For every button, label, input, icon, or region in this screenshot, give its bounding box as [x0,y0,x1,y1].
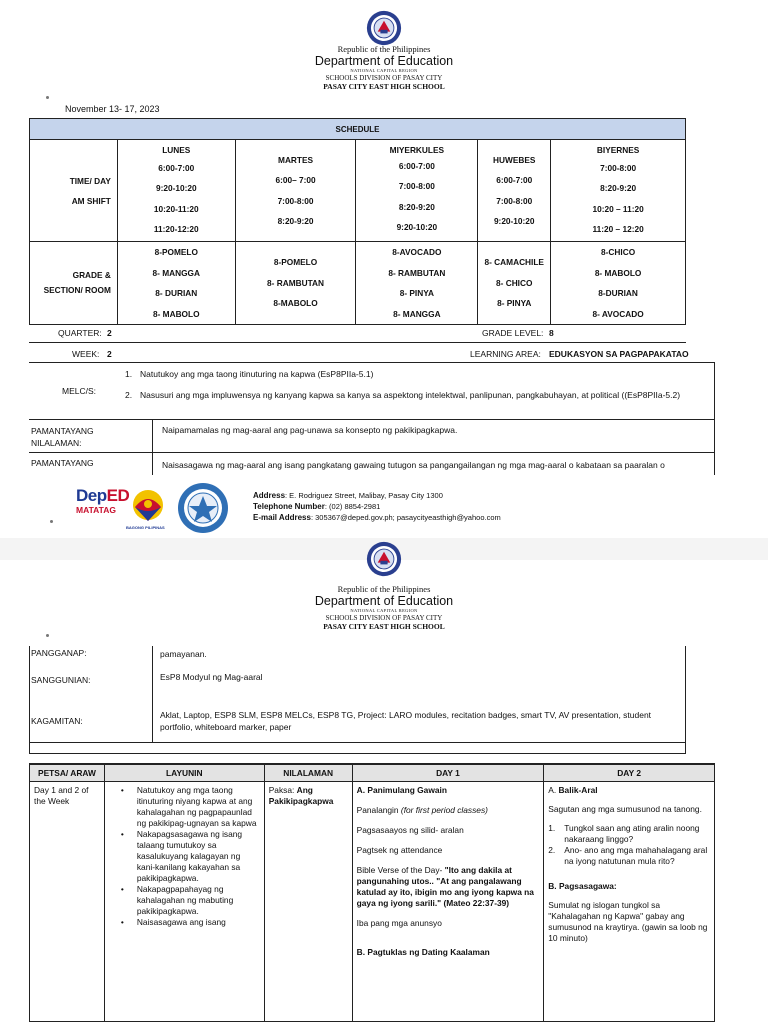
date-range: November 13- 17, 2023 [65,104,160,114]
balik-aral-intro: Sagutan ang mga sumusunod na tanong. [548,804,702,814]
layunin-cell [104,782,264,1022]
panalangin-note: (for first period classes) [400,805,488,815]
list-item: • Naisasagawa ang isang [109,917,260,928]
header-day2: DAY 2 [544,765,715,782]
time-day-label: TIME/ DAY AM SHIFT [30,140,118,242]
phone-label: Telephone Number [253,502,325,511]
grade-level-value: 8 [549,328,554,338]
panalangin-text: Panalangin [356,805,399,815]
list-item: • Natutukoy ang mga taong itinuturing niyang kapwa at ang kahalagahan ng pagpapaunlad ng pakikipag-ugnayan sa kapwa [109,785,260,829]
schedule-title: SCHEDULE [30,119,686,140]
lesson-table [29,764,715,1022]
sections-martes: 8-POMELO 8- RAMBUTAN 8-MABOLO [235,242,356,325]
header-nilalaman: NILALAMAN [264,765,352,782]
republic-text: Republic of the Philippines [337,584,431,594]
divider [152,646,153,742]
pangganap-text: pamayanan. [160,649,207,659]
divider [29,742,686,743]
dot-mark [50,520,53,523]
division-text: SCHOOLS DIVISION OF PASAY CITY [325,74,443,82]
anunsyo-text: Iba pang mga anunsyo [356,918,442,928]
attendance-text: Pagtsek ng attendance [356,845,443,855]
petsa-cell: Day 1 and 2 of the Week [30,782,105,1022]
divider [714,362,715,475]
divider [29,342,686,343]
bible-intro: Bible Verse of the Day- [356,865,445,875]
divider [29,452,715,453]
performance-standard-text: Naisasagawa ng mag-aaral ang isang pangkatang gawaing tutugon sa pangangailangan ng mga mag-aaral o kabataan sa paaralan o [162,460,665,470]
address-value: : E. Rodriguez Street, Malibay, Pasay City 1300 [285,491,443,500]
melc-label: MELC/S: [62,386,97,396]
header-petsa: PETSA/ ARAW [30,765,105,782]
pagsasagawa-task: Sumulat ng islogan tungkol sa "Kahalagahan ng Kapwa" gabay ang sumusunod na kraytirya. (gawin sa loob ng 10 minuto) [548,900,708,943]
content-standard-label: PAMANTAYANG NILALAMAN: [31,426,94,448]
region-text: NATIONAL CAPITAL REGION [350,608,418,613]
content-standard-text: Naipamamalas ng mag-aaral ang pag-unawa sa konsepto ng pakikipagkapwa. [162,425,458,435]
department-title: Department of Education [314,594,454,608]
nilalaman-cell [264,782,352,1022]
deped-seal-icon [366,541,402,577]
bible-verse: "Ito ang dakila at pangunahing utos.. "At ang pangalawang katulad ay ito, ibigin mo ang iyong kapwa na gaya ng iyong sarili." (Mateo 22:37-39) [356,865,534,908]
grade-level-label: GRADE LEVEL: [482,328,544,338]
grade-section-label: GRADE & SECTION/ ROOM [30,242,118,325]
address-label: Address [253,491,286,500]
sections-huwebes: 8- CAMACHILE 8- CHICO 8- PINYA [478,242,551,325]
kagamitan-text: Aklat, Laptop, ESP8 SLM, ESP8 MELCs, ESP8 TG, Project: LARO modules, recitation badges, smart TV, AV presentation, student portfolio, whiteboard marker, paper [160,710,652,732]
paksa-value: Ang Pakikipagkapwa [268,785,334,806]
letterhead [0,44,768,91]
week-value: 2 [107,349,112,359]
email-label: E-mail Address [253,513,311,522]
school-seal-icon [177,482,229,534]
school-contact [253,490,501,523]
kagamitan-label: KAGAMITAN: [31,716,83,726]
list-item: • Nakapagsasagawa ng isang talaang tumutukoy sa kasalukuyang kalagayan ng kani-kanilang kakayahan sa pakikipagkapwa. [109,829,260,884]
learning-area-label: LEARNING AREA: [470,349,541,359]
page-1: Republic of the Philippines Department of Education NATIONAL CAPITAL REGION SCHOOLS DIVISION OF PASAY CITY PASAY CITY EAST HIGH SCHOOL November 13- 17, 2023 SCHEDULE TIME/ DAY AM SHIFT LUNES 6:00-7:00 9:20-10:20 10:20-11:20 11:20-12:20 MARTES 6:00– 7:00 7:00-8:00 8:20-9:20 MIYERKULES 6:00-7:00 7:00-8:00 8:20-9:20 9:20-10:20 HUWEBES 6:00-7:00 7:00-8:00 9:20-10:20 BIYERNES 7:00-8:00 8:20-9:20 10:20 – 11:20 11:20 – 12:20 GRADE & SECTION/ ROOM 8-POMELO 8- MANGGA 8- DURIAN 8- MABOLO 8-POMELO 8- RAMBUTAN 8-MABOLO 8-AVOCADO 8- RAMBUTAN 8- PINYA 8- MANGGA 8- CAMACHILE 8- CHICO 8- PINYA 8-CHICO 8- MABOLO 8-DURIAN 8- AVOCADO QUARTER: 2 GRADE LEVEL: 8 WEEK: 2 LEARNING AREA: EDUKASYON SA PAGPAPAKATAO MELC/S: 1. Natutukoy ang mga taong itinuturing na kapwa (EsP8PIIa-5.1) 2. Nasusuri ang mga impluwensya ng kanyang kapwa sa kanya sa aspektong intelektwal, panlipunan, pangkabuhayan, at political ((EsP8PIIa-5.2) PAMANTAYANG NILALAMAN: Naipamamalas ng mag-aaral ang pag-unawa sa konsepto ng pakikipagkapwa. PAMANTAYANG Naisasagawa ng mag-aaral ang isang pangkatang gawaing tutugon sa pangangailangan ng mga mag-aaral o kabataan sa paaralan o DepED MATATAG BAGONG PILIPINAS Address: E. Rodriguez Street, Malibay, Pasay City 1300 Telephone Number: (02) 8854-2981 E-mail Address: 305367@deped.gov.ph; pasaycityeasthigh@yahoo.com [0,0,768,538]
day-huwebes: HUWEBES 6:00-7:00 7:00-8:00 9:20-10:20 [478,140,551,242]
deped-matatag-logo: DepED MATATAG [76,486,130,515]
quarter-label: QUARTER: [58,328,102,338]
header-layunin: LAYUNIN [104,765,264,782]
day1-heading-b: B. Pagtuklas ng Dating Kaalaman [356,947,490,957]
sanggunian-text: EsP8 Modyul ng Mag-aaral [160,672,263,682]
division-text: SCHOOLS DIVISION OF PASAY CITY [325,614,443,622]
republic-text: Republic of the Philippines [337,44,431,54]
school-name: PASAY CITY EAST HIGH SCHOOL [323,82,445,91]
learning-area-value: EDUKASYON SA PAGPAPAKATAO [549,349,689,359]
day-biyernes: BIYERNES 7:00-8:00 8:20-9:20 10:20 – 11:20 11:20 – 12:20 [551,140,686,242]
day-miyerkules: MIYERKULES 6:00-7:00 7:00-8:00 8:20-9:20 9:20-10:20 [356,140,478,242]
day2-heading-b: B. Pagsasagawa: [548,881,617,891]
performance-standard-label: PAMANTAYANG [31,458,94,468]
school-name: PASAY CITY EAST HIGH SCHOOL [323,622,445,631]
list-item: • Nakapagpapahayag ng kahalagahan ng mabuting pakikipagkapwa. [109,884,260,917]
divider [152,419,153,475]
bagong-pilipinas-text: BAGONG PILIPINAS [126,525,165,530]
region-text: NATIONAL CAPITAL REGION [350,68,418,73]
dot-mark [46,96,49,99]
day-lunes: LUNES 6:00-7:00 9:20-10:20 10:20-11:20 11:20-12:20 [117,140,235,242]
pagsasaayos-text: Pagsasaayos ng silid- aralan [356,825,464,835]
day2-cell: A. Balik-Aral Sagutan ang mga sumusunod na tanong. 1. Tungkol saan ang ating aralin noong nakaraang linggo? 2. Ano- ano ang mga mahahalagang aral na iyong natutunan mula rito? B. Pagsasagawa: Sumulat ng islogan tungkol sa "Kahalagahan ng Kapwa" gabay ang sumusunod na kraytirya. (gawin sa loob ng 10 minuto) [544,782,715,1022]
sections-miyerkules: 8-AVOCADO 8- RAMBUTAN 8- PINYA 8- MANGGA [356,242,478,325]
week-label: WEEK: [72,349,100,359]
deped-seal-icon [366,10,402,46]
references-box [29,646,686,754]
schedule-table [29,118,686,325]
header-day1: DAY 1 [352,765,544,782]
day1-cell [352,782,544,1022]
list-item: 1. Tungkol saan ang ating aralin noong nakaraang linggo? [548,823,700,844]
paksa-label: Paksa: [268,785,295,795]
sections-biyernes: 8-CHICO 8- MABOLO 8-DURIAN 8- AVOCADO [551,242,686,325]
email-value: : 305367@deped.gov.ph; pasaycityeasthigh@yahoo.com [310,513,501,522]
divider [29,419,715,420]
letterhead [0,584,768,631]
pangganap-label: PANGGANAP: [31,648,87,658]
bagong-pilipinas-logo-icon [130,487,166,527]
department-title: Department of Education [314,54,454,68]
list-item: 2. Ano- ano ang mga mahahalagang aral na iyong natutunan mula rito? [548,845,708,866]
day2-heading-a: Balik-Aral [558,785,598,795]
dot-mark [46,634,49,637]
divider [29,362,715,363]
sanggunian-label: SANGGUNIAN: [31,675,91,685]
sections-lunes: 8-POMELO 8- MANGGA 8- DURIAN 8- MABOLO [117,242,235,325]
day1-heading-a: A. Panimulang Gawain [356,785,447,795]
quarter-value: 2 [107,328,112,338]
day-martes: MARTES 6:00– 7:00 7:00-8:00 8:20-9:20 [235,140,356,242]
phone-value: : (02) 8854-2981 [324,502,381,511]
